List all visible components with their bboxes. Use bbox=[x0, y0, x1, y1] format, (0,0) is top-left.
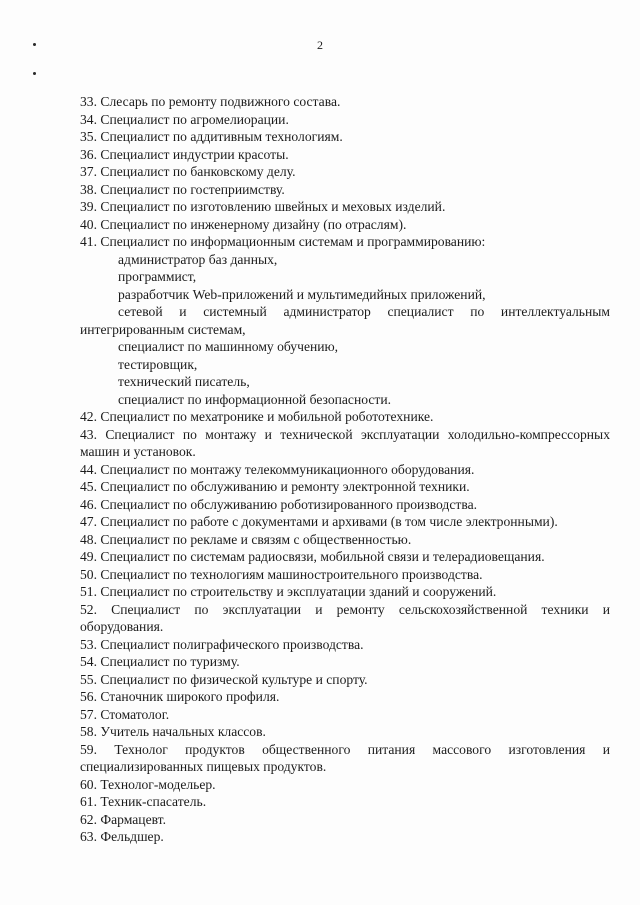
list-item: 58. Учитель начальных классов. bbox=[80, 724, 266, 739]
list-item: 62. Фармацевт. bbox=[80, 811, 167, 827]
sub-item: тестировщик, bbox=[118, 356, 198, 372]
list-item: 61. Техник-спасатель. bbox=[80, 794, 207, 809]
list-item: 40. Специалист по инженерному дизайну (по отраслям). bbox=[80, 216, 407, 232]
list-item: 48. Специалист по рекламе и связям с общественностью. bbox=[80, 531, 412, 547]
list-item: 36. Специалист индустрии красоты. bbox=[80, 146, 289, 162]
sub-item: разработчик Web-приложений и мультимедийных приложений, bbox=[118, 286, 486, 302]
scan-speck bbox=[33, 72, 36, 75]
list-item: 39. Специалист по изготовлению швейных и меховых изделий. bbox=[80, 199, 446, 214]
list-item: 55. Специалист по физической культуре и спорту. bbox=[80, 671, 368, 687]
sub-item: сетевой и системный администратор специалист по интеллектуальным интегрированным системам, bbox=[80, 304, 610, 337]
list-item: 43. Специалист по монтажу и технической эксплуатации холодильно-компрессорных машин и установок. bbox=[80, 426, 610, 459]
list-item: 42. Специалист по мехатронике и мобильной робототехнике. bbox=[80, 409, 434, 424]
list-item: 52. Специалист по эксплуатации и ремонту сельскохозяйственной техники и оборудования. bbox=[80, 601, 610, 634]
sub-item: технический писатель, bbox=[118, 374, 250, 389]
list-item: 54. Специалист по туризму. bbox=[80, 654, 240, 669]
list-item: 63. Фельдшер. bbox=[80, 829, 164, 844]
list-item: 45. Специалист по обслуживанию и ремонту электронной техники. bbox=[80, 479, 470, 494]
page-number: 2 bbox=[317, 38, 323, 52]
list-item: 57. Стоматолог. bbox=[80, 706, 170, 722]
list-item: 46. Специалист по обслуживанию роботизированного производства. bbox=[80, 496, 477, 512]
list-item: 41. Специалист по информационным системам и программированию: bbox=[80, 234, 486, 249]
sub-item: программист, bbox=[118, 269, 197, 284]
list-item: 60. Технолог-модельер. bbox=[80, 776, 216, 792]
list-item: 47. Специалист по работе с документами и архивами (в том числе электронными). bbox=[80, 514, 558, 529]
sub-item: администратор баз данных, bbox=[118, 251, 278, 267]
list-item: 38. Специалист по гостеприимству. bbox=[80, 181, 285, 197]
list-item: 34. Специалист по агромелиорации. bbox=[80, 111, 289, 127]
list-item: 44. Специалист по монтажу телекоммуникационного оборудования. bbox=[80, 461, 475, 477]
sub-item: специалист по машинному обучению, bbox=[118, 339, 339, 354]
list-item: 35. Специалист по аддитивным технологиям. bbox=[80, 129, 343, 144]
list-item: 33. Слесарь по ремонту подвижного состава. bbox=[80, 94, 341, 109]
list-item: 51. Специалист по строительству и эксплуатации зданий и сооружений. bbox=[80, 584, 497, 599]
list-item: 53. Специалист полиграфического производства. bbox=[80, 636, 364, 652]
list-item: 59. Технолог продуктов общественного питания массового изготовления и специализированных пищевых продуктов. bbox=[80, 741, 610, 774]
list-item: 50. Специалист по технологиям машиностроительного производства. bbox=[80, 566, 483, 582]
list-item: 56. Станочник широкого профиля. bbox=[80, 689, 280, 704]
specialties-list bbox=[80, 93, 610, 846]
list-item: 37. Специалист по банковскому делу. bbox=[80, 164, 296, 179]
sub-item: специалист по информационной безопасности. bbox=[118, 391, 392, 407]
list-item: 49. Специалист по системам радиосвязи, мобильной связи и телерадиовещания. bbox=[80, 549, 545, 564]
